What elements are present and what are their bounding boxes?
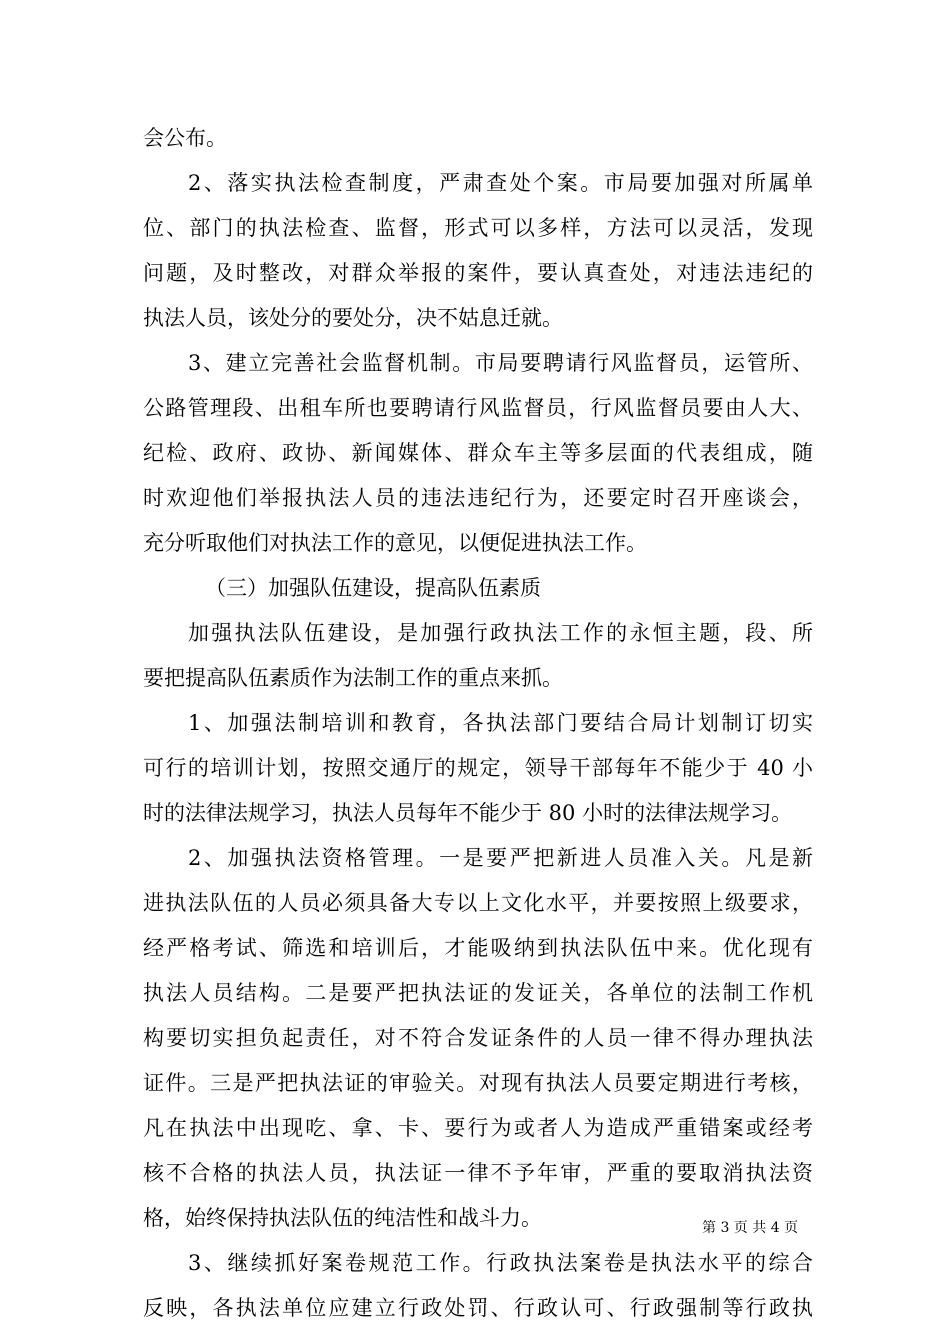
paragraph-line: 位、部门的执法检查、监督，形式可以多样，方法可以灵活，发现 <box>143 216 813 240</box>
paragraph-line: 可行的培训计划，按照交通厅的规定，领导干部每年不能少于 40 小 <box>143 756 813 780</box>
paragraph-line: 执法人员，该处分的要处分，决不姑息迁就。 <box>143 306 563 330</box>
section-heading: （三）加强队伍建设，提高队伍素质 <box>205 576 541 600</box>
paragraph-line: 进执法队伍的人员必须具备大专以上文化水平，并要按照上级要求， <box>143 891 813 915</box>
page-number-footer: 第 3 页 共 4 页 <box>702 1220 799 1236</box>
paragraph-line: 时欢迎他们举报执法人员的违法违纪行为，还要定时召开座谈会， <box>143 486 813 510</box>
paragraph-line: 证件。三是严把执法证的审验关。对现有执法人员要定期进行考核， <box>143 1071 813 1095</box>
paragraph-line: 公路管理段、出租车所也要聘请行风监督员，行风监督员要由人大、 <box>143 396 813 420</box>
paragraph-line: 3、继续抓好案卷规范工作。行政执法案卷是执法水平的综合 <box>188 1251 813 1275</box>
paragraph-line: 凡在执法中出现吃、拿、卡、要行为或者人为造成严重错案或经考 <box>143 1116 813 1140</box>
paragraph-line: 加强执法队伍建设，是加强行政执法工作的永恒主题，段、所 <box>188 621 813 645</box>
paragraph-line: 执法人员结构。二是要严把执法证的发证关，各单位的法制工作机 <box>143 981 813 1005</box>
paragraph-line: 纪检、政府、政协、新闻媒体、群众车主等多层面的代表组成，随 <box>143 441 813 465</box>
paragraph-line: 充分听取他们对执法工作的意见，以便促进执法工作。 <box>143 531 647 555</box>
paragraph-line: 格，始终保持执法队伍的纯洁性和战斗力。 <box>143 1206 542 1230</box>
paragraph-line: 时的法律法规学习，执法人员每年不能少于 80 小时的法律法规学习。 <box>143 801 793 825</box>
paragraph-line: 核不合格的执法人员，执法证一律不予年审，严重的要取消执法资 <box>143 1161 813 1185</box>
paragraph-line: 1、加强法制培训和教育，各执法部门要结合局计划制订切实 <box>188 711 813 735</box>
paragraph-line: 要把提高队伍素质作为法制工作的重点来抓。 <box>143 666 563 690</box>
paragraph-line: 构要切实担负起责任，对不符合发证条件的人员一律不得办理执法 <box>143 1026 813 1050</box>
paragraph-line: 反映，各执法单位应建立行政处罚、行政认可、行政强制等行政执 <box>143 1296 813 1320</box>
paragraph-line: 问题，及时整改，对群众举报的案件，要认真查处，对违法违纪的 <box>143 261 813 285</box>
paragraph-line: 3、建立完善社会监督机制。市局要聘请行风监督员，运管所、 <box>188 351 813 375</box>
paragraph-line: 经严格考试、筛选和培训后，才能吸纳到执法队伍中来。优化现有 <box>143 936 813 960</box>
paragraph-line: 2、落实执法检查制度，严肃查处个案。市局要加强对所属单 <box>188 171 813 195</box>
paragraph-line: 会公布。 <box>143 126 227 150</box>
paragraph-line: 2、加强执法资格管理。一是要严把新进人员准入关。凡是新 <box>188 846 813 870</box>
